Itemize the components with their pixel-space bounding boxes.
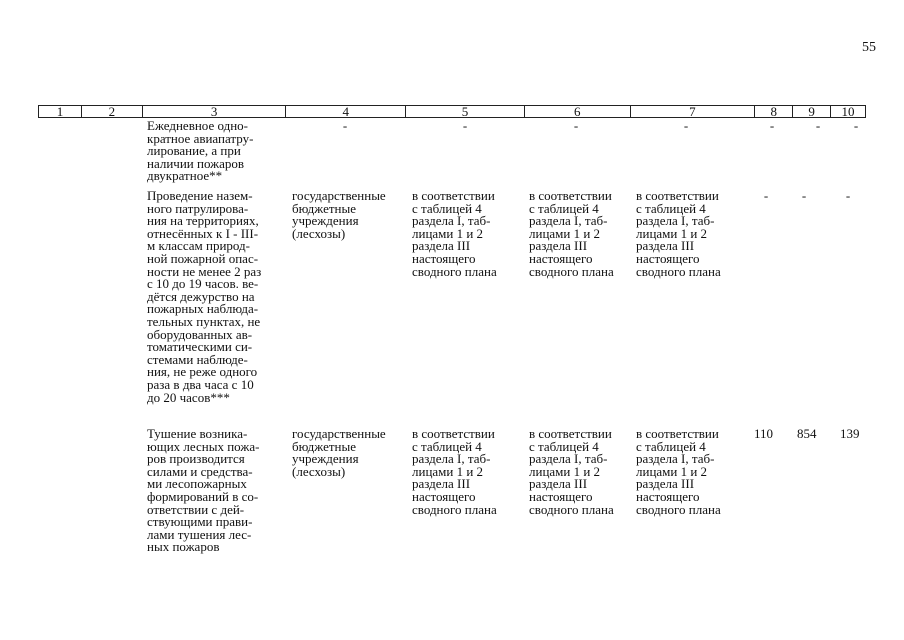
- table-header-row: [38, 105, 866, 118]
- header-col-6: 6: [525, 106, 631, 117]
- header-col-1: 1: [39, 106, 82, 117]
- header-col-4: 4: [286, 106, 406, 117]
- table-cell-col10: -: [845, 188, 851, 203]
- header-col-8: 8: [755, 106, 793, 117]
- table-cell-col6: -: [573, 118, 579, 133]
- table-cell-col9: -: [801, 188, 807, 203]
- table-cell-col7: в соответствии с таблицей 4 раздела I, таб- лицами 1 и 2 раздела III настоящего сводного плана: [636, 188, 721, 279]
- header-col-5: 5: [406, 106, 525, 117]
- table-cell-col6: в соответствии с таблицей 4 раздела I, таб- лицами 1 и 2 раздела III настоящего сводного плана: [529, 188, 614, 279]
- table-cell-col7: -: [683, 118, 689, 133]
- header-col-9: 9: [793, 106, 831, 117]
- table-cell-col5: -: [462, 118, 468, 133]
- table-cell-col5: в соответствии с таблицей 4 раздела I, таб- лицами 1 и 2 раздела III настоящего сводного плана: [412, 426, 497, 517]
- header-col-7: 7: [631, 106, 756, 117]
- table-cell-col8: -: [763, 188, 769, 203]
- table-cell-col6: в соответствии с таблицей 4 раздела I, таб- лицами 1 и 2 раздела III настоящего сводного плана: [529, 426, 614, 517]
- table-cell-col9: 854: [797, 426, 817, 441]
- table-cell-activity: Ежедневное одно- кратное авиапатру- лирование, а при наличии пожаров двукратное**: [147, 118, 254, 184]
- table-cell-col7: в соответствии с таблицей 4 раздела I, таб- лицами 1 и 2 раздела III настоящего сводного плана: [636, 426, 721, 517]
- table-cell-activity: Тушение возника- ющих лесных пожа- ров производится силами и средства- ми лесопожарных формирований в со- ответствии с дей- ствующими прави- лами тушения лес- ных пожаров: [147, 426, 260, 555]
- table-cell-col10: -: [853, 118, 859, 133]
- table-cell-executor: государственные бюджетные учреждения (лесхозы): [292, 188, 386, 241]
- table-cell-col8: 110: [754, 426, 774, 441]
- table-cell-col8: -: [769, 118, 775, 133]
- page-number: 55: [862, 40, 876, 55]
- header-col-2: 2: [82, 106, 143, 117]
- table-cell-col10: 139: [840, 426, 860, 441]
- table-cell-executor: -: [342, 118, 348, 133]
- table-cell-activity: Проведение назем- ного патрулирова- ния на территориях, отнесённых к I - III- м классам природ- ной пожарной опас- ности не менее 2 раз с 10 до 19 часов. ве- дётся дежурство на пожарных наблюда- тельных пунктах, не оборудованных ав- томатическими си- стемами наблюде- ния, не реже одного раза в два часа с 10 до 20 часов***: [147, 188, 262, 405]
- header-col-3: 3: [143, 106, 287, 117]
- table-cell-executor: государственные бюджетные учреждения (лесхозы): [292, 426, 386, 479]
- header-col-10: 10: [841, 106, 855, 117]
- table-cell-col9: -: [815, 118, 821, 133]
- table-cell-col5: в соответствии с таблицей 4 раздела I, таб- лицами 1 и 2 раздела III настоящего сводного плана: [412, 188, 497, 279]
